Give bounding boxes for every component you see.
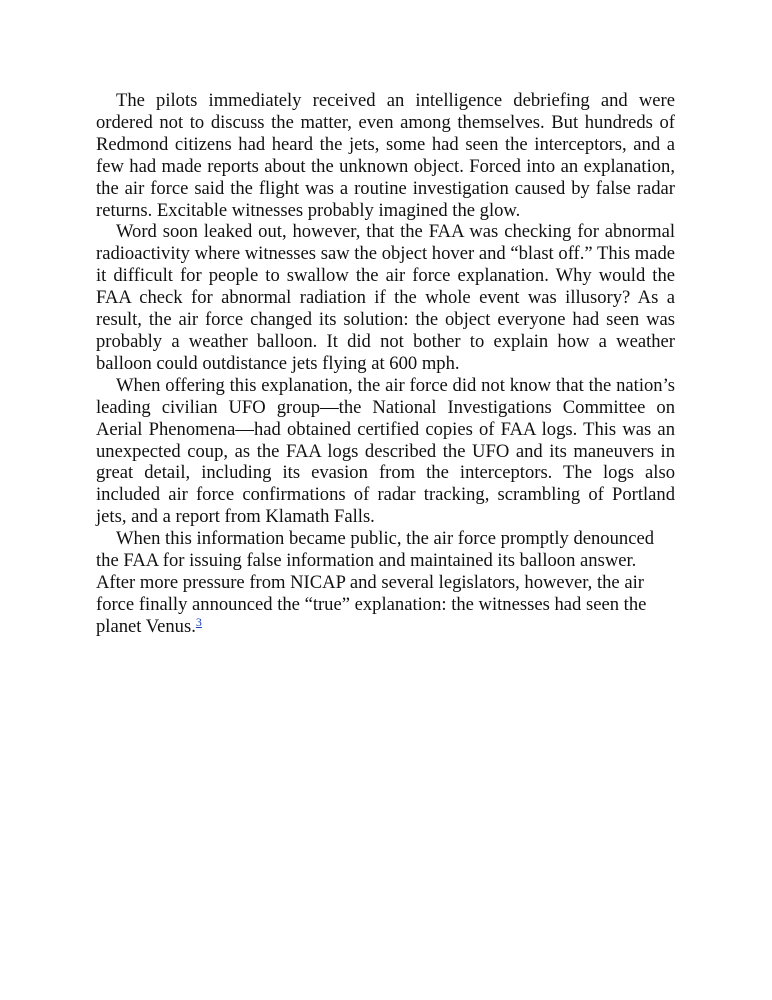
footnote-link[interactable]: 3 <box>195 614 202 629</box>
paragraph-venus <box>96 528 675 638</box>
paragraph-venus-text: When this information became public, the air force promptly denounced the FAA for issuing false information and maintained its balloon answer. After more pressure from NICAP and several legislators, however, the air force finally announced the “true” explanation: the witnesses had seen the planet Venus. <box>96 528 655 637</box>
paragraph-radioactivity: Word soon leaked out, however, that the FAA was checking for abnormal radioactivity where witnesses saw the object hover and “blast off.” This made it difficult for people to swallow the air force explanation. Why would the FAA check for abnormal radiation if the whole event was illusory? As a result, the air force changed its solution: the object everyone had seen was probably a weather balloon. It did not bother to explain how a weather balloon could outdistance jets flying at 600 mph. <box>96 221 675 374</box>
paragraph-debriefing: The pilots immediately received an intelligence debriefing and were ordered not to discuss the matter, even among themselves. But hundreds of Redmond citizens had heard the jets, some had seen the interceptors, and a few had made reports about the unknown object. Forced into an explanation, the air force said the flight was a routine investigation caused by false radar returns. Excitable witnesses probably imagined the glow. <box>96 90 675 221</box>
paragraph-nicap: When offering this explanation, the air force did not know that the nation’s leading civilian UFO group—the National Investigations Committee on Aerial Phenomena—had obtained certified copies of FAA logs. This was an unexpected coup, as the FAA logs described the UFO and its maneuvers in great detail, including its evasion from the interceptors. The logs also included air force confirmations of radar tracking, scrambling of Portland jets, and a report from Klamath Falls. <box>96 374 675 528</box>
document-page <box>96 90 675 638</box>
